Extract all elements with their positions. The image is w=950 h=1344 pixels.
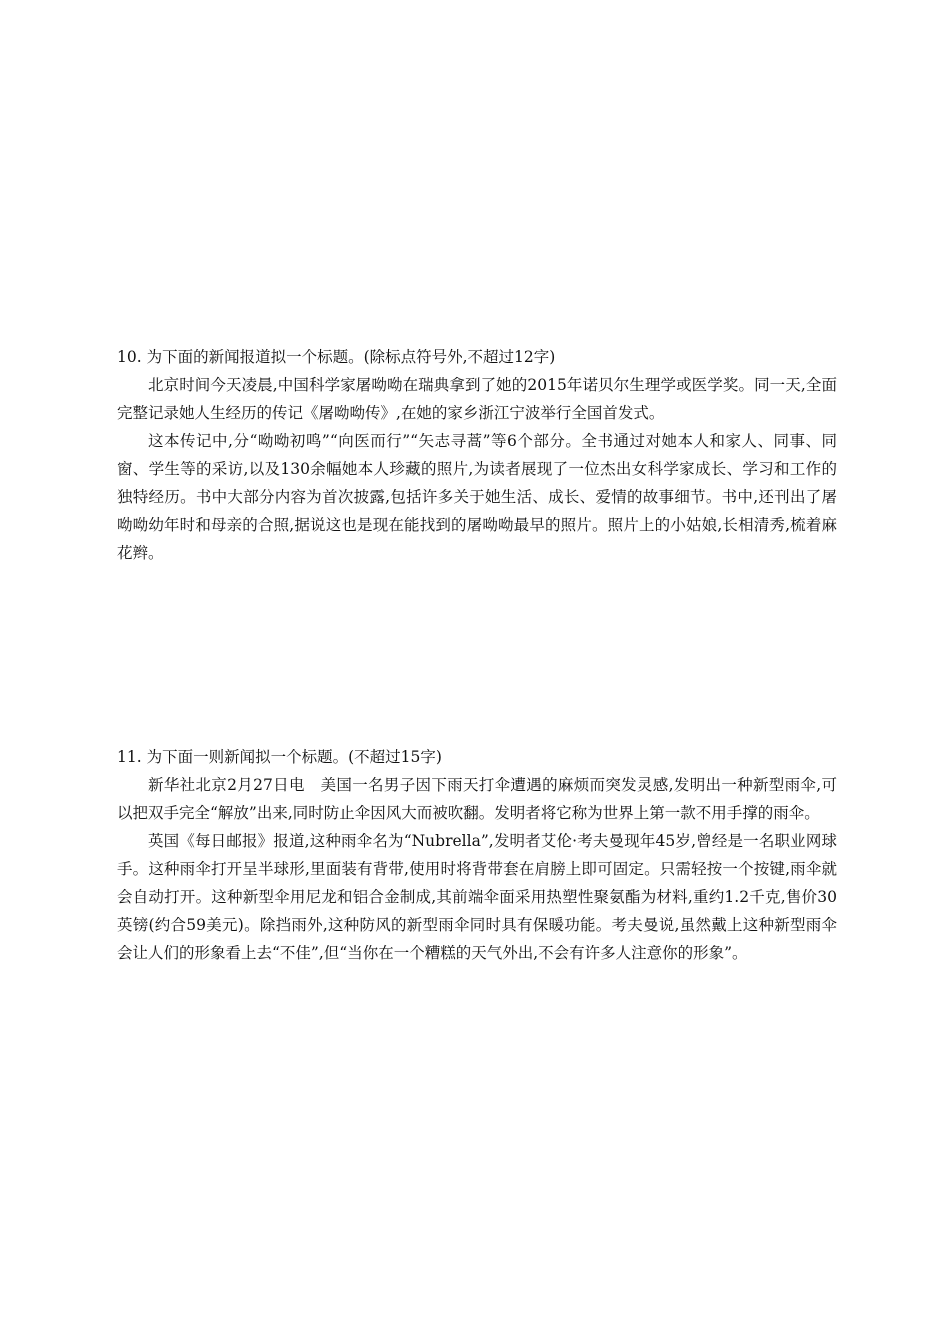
question-11-prompt: 11. 为下面一则新闻拟一个标题。(不超过15字) <box>117 748 442 766</box>
question-10-paragraph-2: 这本传记中,分“呦呦初鸣”“向医而行”“矢志寻蒿”等6个部分。全书通过对她本人和家人、同事、同窗、学生等的采访,以及130余幅她本人珍藏的照片,为读者展现了一位杰出女科学家成长、学习和工作的独特经历。书中大部分内容为首次披露,包括许多关于她生活、成长、爱情的故事细节。书中,还刊出了屠呦呦幼年时和母亲的合照,据说这也是现在能找到的屠呦呦最早的照片。照片上的小姑娘,长相清秀,梳着麻花辫。 <box>117 432 837 562</box>
question-10-prompt: 10. 为下面的新闻报道拟一个标题。(除标点符号外,不超过12字) <box>117 348 556 366</box>
question-10 <box>117 343 837 567</box>
question-11-paragraph-2: 英国《每日邮报》报道,这种雨伞名为“Nubrella”,发明者艾伦·考夫曼现年45岁,曾经是一名职业网球手。这种雨伞打开呈半球形,里面装有背带,使用时将背带套在肩膀上即可固定。只需轻按一个按键,雨伞就会自动打开。这种新型伞用尼龙和铝合金制成,其前端伞面采用热塑性聚氨酯为材料,重约1.2千克,售价30英镑(约合59美元)。除挡雨外,这种防风的新型雨伞同时具有保暖功能。考夫曼说,虽然戴上这种新型雨伞会让人们的形象看上去“不佳”,但“当你在一个糟糕的天气外出,不会有许多人注意你的形象”。 <box>117 832 837 962</box>
question-11-paragraph-1: 新华社北京2月27日电 美国一名男子因下雨天打伞遭遇的麻烦而突发灵感,发明出一种新型雨伞,可以把双手完全“解放”出来,同时防止伞因风大而被吹翻。发明者将它称为世界上第一款不用手撑的雨伞。 <box>117 776 837 822</box>
question-10-paragraph-1: 北京时间今天凌晨,中国科学家屠呦呦在瑞典拿到了她的2015年诺贝尔生理学或医学奖。同一天,全面完整记录她人生经历的传记《屠呦呦传》,在她的家乡浙江宁波举行全国首发式。 <box>117 376 837 422</box>
question-11 <box>117 743 837 967</box>
